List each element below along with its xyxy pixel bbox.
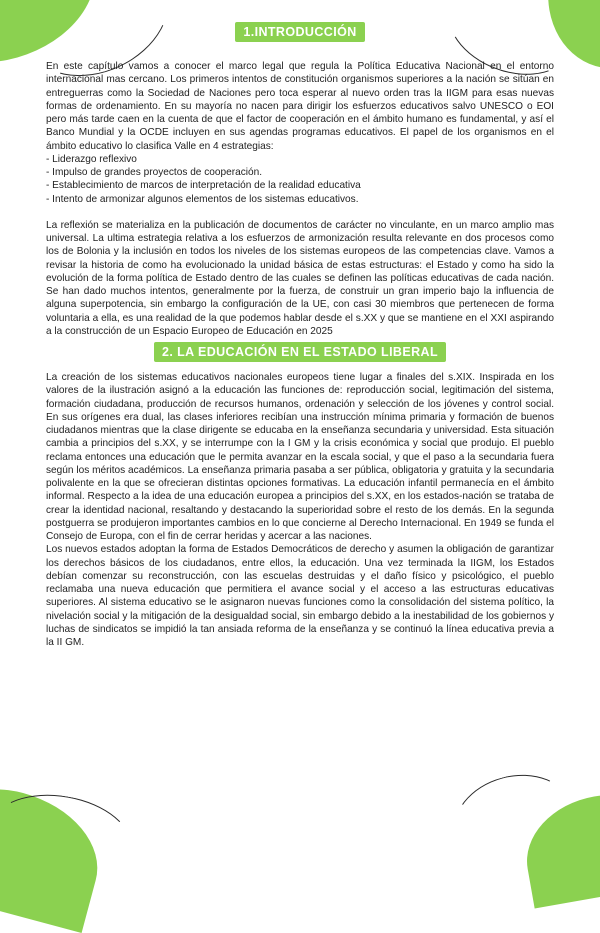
list-item: - Establecimiento de marcos de interpretación de la realidad educativa [46,180,361,192]
document-body [46,22,554,649]
section-1-paragraph-2: La reflexión se materializa en la publicación de documentos de carácter no vinculante, en un marco amplio mas universal. La ultima estrategia relativa a los esfuerzos de armonización resulta relevante en dos procesos como los de Bolonia y la inclusión en todos los niveles de los sistemas europeos de las competencias clave. Vamos a revisar la historia de como ha evolucionado la unidad básica de estas estructuras: el Estado y como ha sido la evolución de la forma política de Estado dentro de las cuales se definen las políticas educativas de cada nación. Se han dado muchos intentos, generalmente por la fuerza, de construir un gran imperio bajo la influencia de alguna superpotencia, sin embargo la configuración de la UE, con casi 30 miembros que pertenecen de forma voluntaria a ella, es una realidad de la que podemos hablar desde el s.XX y que se mantiene en el XXI aspirando a la construcción de un Espacio Europeo de Educación en 2025 [46,219,554,337]
list-item: - Impulso de grandes proyectos de cooperación. [46,167,263,178]
strategies-list [46,153,554,206]
section-2-paragraph-1: La creación de los sistemas educativos nacionales europeos tiene lugar a finales del s.XIX. Inspirada en los valores de la ilustración asignó a la educación las funciones de: reproducción social, legitimación del sistema, formación ciudadana, producción de recursos humanos, ordenación y selección de los jóvenes y control social. En sus orígenes era dual, las clases inferiores recibían una instrucción mínima primaria y formación de buenos ciudadanos mientras que la clase dirigente se educaba en la enseñanza secundaria y universidad. Esta situación cambia a principios del s.XX, y se interrumpe con la I GM y la crisis económica y social que produjo. El pueblo reclama entonces una educación que le permita avanzar en la escala social, y que el paso a la secundaria fuera según los méritos académicos. La enseñanza primaria pasaba a ser pública, obligatoria y gratuita y la secundaria polivalente en la que se ofrecieran distintas opciones formativas. La educación infantil permanecía en el ámbito informal. Respecto a la idea de una educación europea a principios del s.XX, en los estados-nación se trataba de crear la identidad nacional, resaltando y destacando la superioridad sobre el resto de los demás. En la segunda postguerra se produjeron importantes cambios en lo que concierne al Derecho Internacional. En 1949 se funda el Consejo de Europa, con el fin de cerrar heridas y acercar a las naciones. [46,372,554,542]
list-item: - Intento de armonizar algunos elementos de los sistemas educativos. [46,193,359,205]
list-item: - Liderazgo reflexivo [46,153,137,165]
paragraph-spacer [46,206,554,219]
section-2-paragraph-2: Los nuevos estados adoptan la forma de Estados Democráticos de derecho y asumen la obligación de garantizar los derechos básicos de los ciudadanos, entre ellos, la educación. Una vez terminada la IIGM, los Estados debían comenzar su reconstrucción, con las escuelas destruidas y el daño físico y psicológico, el pueblo reclamaba una nueva educación que permitiera el avance social y el acceso a las estructuras educativas superiores. Al sistema educativo se le asignaron nuevas funciones como la consolidación del sistema político, la nivelación social y la mitigación de la desigualdad social, sin embargo debido a la inestabilidad de los gobiernos y luchas de sindicatos se impidió la tan ansiada reforma de la enseñanza y se continuó la línea educativa previa a la II GM. [46,544,554,648]
section-1-paragraph-1: En este capítulo vamos a conocer el marco legal que regula la Política Educativa Nacional en el entorno internacional mas cercano. Los primeros intentos de constitución organismos superiores a la nación se sitúan en entreguerras como la Sociedad de Naciones pero toca esperar al nuevo orden tras la IIGM para esas nuevas formas de ordenamiento. En su mayoría no nacen para dirigir los esfuerzos educativos salvo UNESCO o EOI pero más tarde caen en la cuenta de que el factor de cooperación en el ámbito humano es fundamental, y así el Banco Mundial y la OCDE incluyen en sus agendas programas educativos. El papel de los organismos en el ámbito educativo lo clasifica Valle en 4 estrategias: [46,61,554,152]
section-1-heading: 1.INTRODUCCIÓN [235,22,364,42]
section-2-heading: 2. LA EDUCACIÓN EN EL ESTADO LIBERAL [154,342,446,362]
